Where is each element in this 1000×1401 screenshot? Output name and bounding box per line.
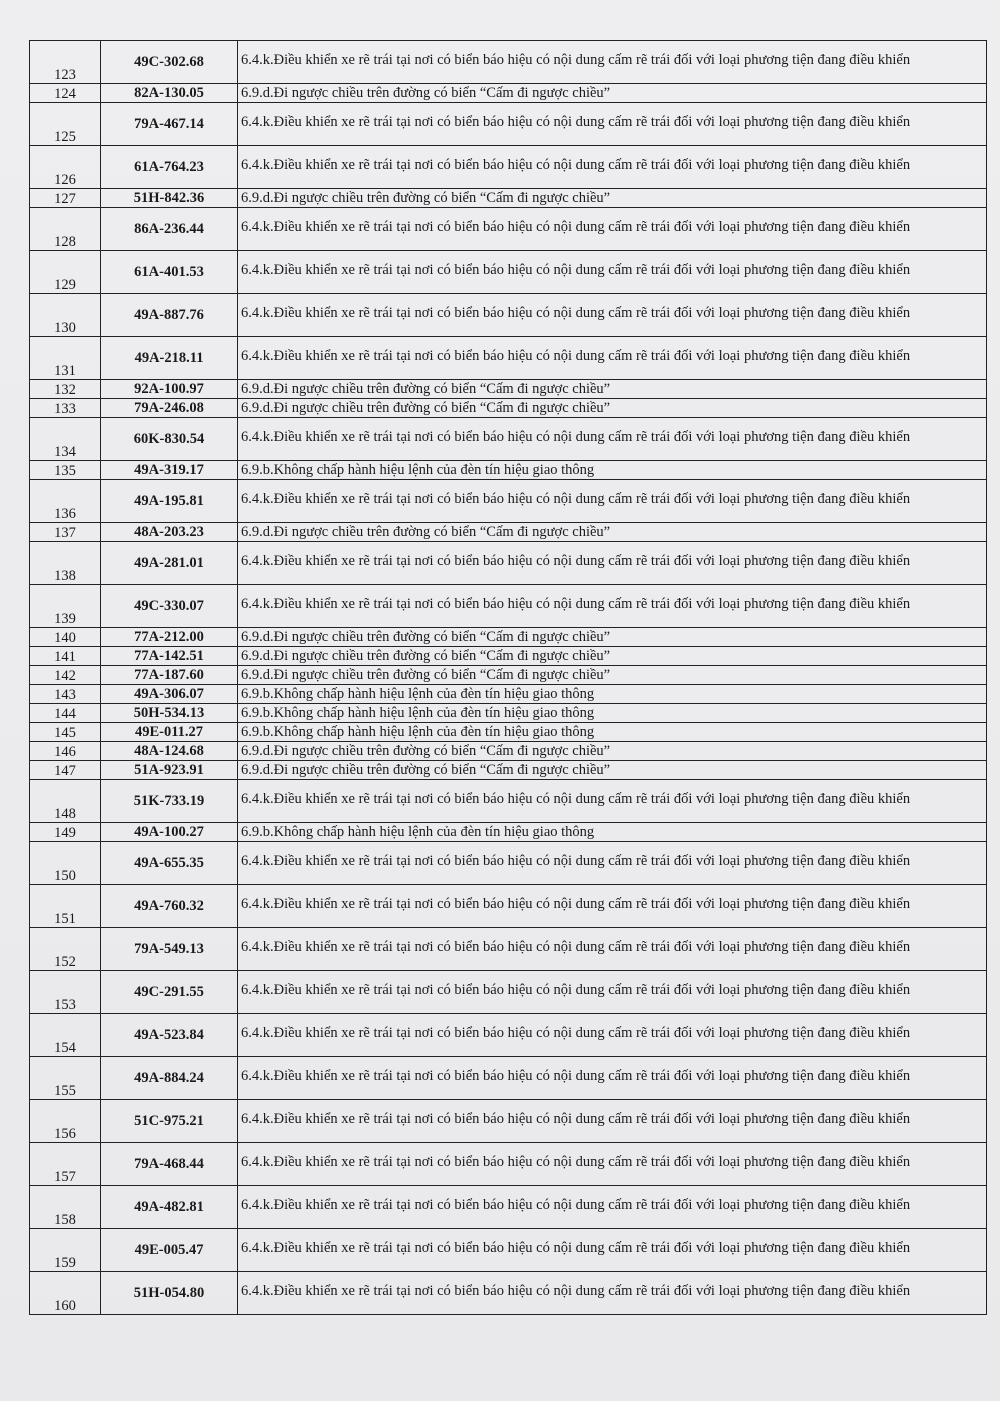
license-plate-cell: 77A-142.51 bbox=[101, 647, 238, 666]
violation-description-cell: 6.9.b.Không chấp hành hiệu lệnh của đèn tín hiệu giao thông bbox=[238, 704, 987, 723]
row-number-cell: 159 bbox=[30, 1229, 101, 1272]
violation-description-cell: 6.9.b.Không chấp hành hiệu lệnh của đèn tín hiệu giao thông bbox=[238, 723, 987, 742]
violation-description-cell: 6.9.b.Không chấp hành hiệu lệnh của đèn tín hiệu giao thông bbox=[238, 685, 987, 704]
row-number-cell: 137 bbox=[30, 523, 101, 542]
violation-description-cell: 6.4.k.Điều khiển xe rẽ trái tại nơi có biển báo hiệu có nội dung cấm rẽ trái đối với loại phương tiện đang điều khiển bbox=[238, 780, 987, 823]
table-row bbox=[30, 971, 987, 1014]
license-plate-cell: 49A-760.32 bbox=[101, 885, 238, 928]
license-plate-cell: 86A-236.44 bbox=[101, 208, 238, 251]
row-number-cell: 155 bbox=[30, 1057, 101, 1100]
row-number-cell: 160 bbox=[30, 1272, 101, 1315]
table-row bbox=[30, 1143, 987, 1186]
license-plate-cell: 49A-482.81 bbox=[101, 1186, 238, 1229]
violation-description-cell: 6.9.d.Đi ngược chiều trên đường có biển “Cấm đi ngược chiều” bbox=[238, 399, 987, 418]
table-row bbox=[30, 1229, 987, 1272]
table-row bbox=[30, 418, 987, 461]
license-plate-cell: 49A-218.11 bbox=[101, 337, 238, 380]
violation-description-cell: 6.9.d.Đi ngược chiều trên đường có biển “Cấm đi ngược chiều” bbox=[238, 742, 987, 761]
license-plate-cell: 49C-330.07 bbox=[101, 585, 238, 628]
license-plate-cell: 49A-100.27 bbox=[101, 823, 238, 842]
table-row bbox=[30, 823, 987, 842]
row-number-cell: 141 bbox=[30, 647, 101, 666]
license-plate-cell: 92A-100.97 bbox=[101, 380, 238, 399]
license-plate-cell: 48A-124.68 bbox=[101, 742, 238, 761]
license-plate-cell: 79A-468.44 bbox=[101, 1143, 238, 1186]
row-number-cell: 138 bbox=[30, 542, 101, 585]
table-row bbox=[30, 103, 987, 146]
table-row bbox=[30, 294, 987, 337]
violation-description-cell: 6.9.d.Đi ngược chiều trên đường có biển “Cấm đi ngược chiều” bbox=[238, 84, 987, 103]
row-number-cell: 153 bbox=[30, 971, 101, 1014]
row-number-cell: 151 bbox=[30, 885, 101, 928]
violation-description-cell: 6.4.k.Điều khiển xe rẽ trái tại nơi có biển báo hiệu có nội dung cấm rẽ trái đối với loại phương tiện đang điều khiển bbox=[238, 1100, 987, 1143]
license-plate-cell: 51A-923.91 bbox=[101, 761, 238, 780]
license-plate-cell: 49C-302.68 bbox=[101, 41, 238, 84]
violation-description-cell: 6.4.k.Điều khiển xe rẽ trái tại nơi có biển báo hiệu có nội dung cấm rẽ trái đối với loại phương tiện đang điều khiển bbox=[238, 1057, 987, 1100]
license-plate-cell: 48A-203.23 bbox=[101, 523, 238, 542]
violations-table bbox=[29, 40, 987, 1315]
row-number-cell: 149 bbox=[30, 823, 101, 842]
license-plate-cell: 49A-655.35 bbox=[101, 842, 238, 885]
license-plate-cell: 49E-005.47 bbox=[101, 1229, 238, 1272]
violation-description-cell: 6.4.k.Điều khiển xe rẽ trái tại nơi có biển báo hiệu có nội dung cấm rẽ trái đối với loại phương tiện đang điều khiển bbox=[238, 885, 987, 928]
license-plate-cell: 77A-187.60 bbox=[101, 666, 238, 685]
table-row bbox=[30, 647, 987, 666]
license-plate-cell: 49A-887.76 bbox=[101, 294, 238, 337]
table-row bbox=[30, 542, 987, 585]
violation-description-cell: 6.9.d.Đi ngược chiều trên đường có biển “Cấm đi ngược chiều” bbox=[238, 380, 987, 399]
violation-description-cell: 6.9.d.Đi ngược chiều trên đường có biển “Cấm đi ngược chiều” bbox=[238, 666, 987, 685]
violation-description-cell: 6.4.k.Điều khiển xe rẽ trái tại nơi có biển báo hiệu có nội dung cấm rẽ trái đối với loại phương tiện đang điều khiển bbox=[238, 1014, 987, 1057]
table-row bbox=[30, 723, 987, 742]
table-row bbox=[30, 666, 987, 685]
row-number-cell: 134 bbox=[30, 418, 101, 461]
violation-description-cell: 6.4.k.Điều khiển xe rẽ trái tại nơi có biển báo hiệu có nội dung cấm rẽ trái đối với loại phương tiện đang điều khiển bbox=[238, 1272, 987, 1315]
violation-description-cell: 6.4.k.Điều khiển xe rẽ trái tại nơi có biển báo hiệu có nội dung cấm rẽ trái đối với loại phương tiện đang điều khiển bbox=[238, 928, 987, 971]
table-row bbox=[30, 523, 987, 542]
table-row bbox=[30, 842, 987, 885]
row-number-cell: 133 bbox=[30, 399, 101, 418]
violation-description-cell: 6.9.d.Đi ngược chiều trên đường có biển “Cấm đi ngược chiều” bbox=[238, 628, 987, 647]
violation-description-cell: 6.4.k.Điều khiển xe rẽ trái tại nơi có biển báo hiệu có nội dung cấm rẽ trái đối với loại phương tiện đang điều khiển bbox=[238, 585, 987, 628]
row-number-cell: 130 bbox=[30, 294, 101, 337]
row-number-cell: 150 bbox=[30, 842, 101, 885]
row-number-cell: 131 bbox=[30, 337, 101, 380]
license-plate-cell: 51C-975.21 bbox=[101, 1100, 238, 1143]
table-row bbox=[30, 928, 987, 971]
row-number-cell: 147 bbox=[30, 761, 101, 780]
table-row bbox=[30, 704, 987, 723]
license-plate-cell: 49A-884.24 bbox=[101, 1057, 238, 1100]
table-row bbox=[30, 1057, 987, 1100]
table-row bbox=[30, 1100, 987, 1143]
row-number-cell: 152 bbox=[30, 928, 101, 971]
license-plate-cell: 82A-130.05 bbox=[101, 84, 238, 103]
row-number-cell: 129 bbox=[30, 251, 101, 294]
row-number-cell: 124 bbox=[30, 84, 101, 103]
violation-description-cell: 6.4.k.Điều khiển xe rẽ trái tại nơi có biển báo hiệu có nội dung cấm rẽ trái đối với loại phương tiện đang điều khiển bbox=[238, 294, 987, 337]
license-plate-cell: 51H-054.80 bbox=[101, 1272, 238, 1315]
violation-description-cell: 6.4.k.Điều khiển xe rẽ trái tại nơi có biển báo hiệu có nội dung cấm rẽ trái đối với loại phương tiện đang điều khiển bbox=[238, 208, 987, 251]
row-number-cell: 123 bbox=[30, 41, 101, 84]
table-row bbox=[30, 480, 987, 523]
row-number-cell: 135 bbox=[30, 461, 101, 480]
table-row bbox=[30, 885, 987, 928]
violations-table-body bbox=[30, 41, 987, 1315]
license-plate-cell: 50H-534.13 bbox=[101, 704, 238, 723]
row-number-cell: 127 bbox=[30, 189, 101, 208]
violation-description-cell: 6.4.k.Điều khiển xe rẽ trái tại nơi có biển báo hiệu có nội dung cấm rẽ trái đối với loại phương tiện đang điều khiển bbox=[238, 418, 987, 461]
license-plate-cell: 79A-467.14 bbox=[101, 103, 238, 146]
row-number-cell: 156 bbox=[30, 1100, 101, 1143]
license-plate-cell: 49A-523.84 bbox=[101, 1014, 238, 1057]
license-plate-cell: 49A-195.81 bbox=[101, 480, 238, 523]
table-row bbox=[30, 146, 987, 189]
row-number-cell: 136 bbox=[30, 480, 101, 523]
license-plate-cell: 61A-401.53 bbox=[101, 251, 238, 294]
license-plate-cell: 49C-291.55 bbox=[101, 971, 238, 1014]
license-plate-cell: 49A-306.07 bbox=[101, 685, 238, 704]
row-number-cell: 142 bbox=[30, 666, 101, 685]
row-number-cell: 139 bbox=[30, 585, 101, 628]
row-number-cell: 154 bbox=[30, 1014, 101, 1057]
table-row bbox=[30, 685, 987, 704]
row-number-cell: 140 bbox=[30, 628, 101, 647]
license-plate-cell: 61A-764.23 bbox=[101, 146, 238, 189]
license-plate-cell: 49E-011.27 bbox=[101, 723, 238, 742]
license-plate-cell: 51H-842.36 bbox=[101, 189, 238, 208]
violation-description-cell: 6.9.b.Không chấp hành hiệu lệnh của đèn tín hiệu giao thông bbox=[238, 823, 987, 842]
license-plate-cell: 77A-212.00 bbox=[101, 628, 238, 647]
violation-description-cell: 6.9.d.Đi ngược chiều trên đường có biển “Cấm đi ngược chiều” bbox=[238, 189, 987, 208]
table-row bbox=[30, 780, 987, 823]
table-row bbox=[30, 461, 987, 480]
violation-description-cell: 6.4.k.Điều khiển xe rẽ trái tại nơi có biển báo hiệu có nội dung cấm rẽ trái đối với loại phương tiện đang điều khiển bbox=[238, 542, 987, 585]
table-row bbox=[30, 251, 987, 294]
table-row bbox=[30, 208, 987, 251]
table-row bbox=[30, 189, 987, 208]
violation-description-cell: 6.9.d.Đi ngược chiều trên đường có biển “Cấm đi ngược chiều” bbox=[238, 523, 987, 542]
violation-description-cell: 6.4.k.Điều khiển xe rẽ trái tại nơi có biển báo hiệu có nội dung cấm rẽ trái đối với loại phương tiện đang điều khiển bbox=[238, 251, 987, 294]
violation-description-cell: 6.4.k.Điều khiển xe rẽ trái tại nơi có biển báo hiệu có nội dung cấm rẽ trái đối với loại phương tiện đang điều khiển bbox=[238, 1186, 987, 1229]
license-plate-cell: 79A-549.13 bbox=[101, 928, 238, 971]
license-plate-cell: 60K-830.54 bbox=[101, 418, 238, 461]
table-row bbox=[30, 585, 987, 628]
row-number-cell: 145 bbox=[30, 723, 101, 742]
violation-description-cell: 6.4.k.Điều khiển xe rẽ trái tại nơi có biển báo hiệu có nội dung cấm rẽ trái đối với loại phương tiện đang điều khiển bbox=[238, 41, 987, 84]
row-number-cell: 157 bbox=[30, 1143, 101, 1186]
violation-description-cell: 6.4.k.Điều khiển xe rẽ trái tại nơi có biển báo hiệu có nội dung cấm rẽ trái đối với loại phương tiện đang điều khiển bbox=[238, 103, 987, 146]
row-number-cell: 143 bbox=[30, 685, 101, 704]
violation-description-cell: 6.4.k.Điều khiển xe rẽ trái tại nơi có biển báo hiệu có nội dung cấm rẽ trái đối với loại phương tiện đang điều khiển bbox=[238, 337, 987, 380]
violation-description-cell: 6.4.k.Điều khiển xe rẽ trái tại nơi có biển báo hiệu có nội dung cấm rẽ trái đối với loại phương tiện đang điều khiển bbox=[238, 1229, 987, 1272]
license-plate-cell: 51K-733.19 bbox=[101, 780, 238, 823]
table-row bbox=[30, 628, 987, 647]
violation-description-cell: 6.4.k.Điều khiển xe rẽ trái tại nơi có biển báo hiệu có nội dung cấm rẽ trái đối với loại phương tiện đang điều khiển bbox=[238, 146, 987, 189]
row-number-cell: 144 bbox=[30, 704, 101, 723]
row-number-cell: 125 bbox=[30, 103, 101, 146]
violation-description-cell: 6.4.k.Điều khiển xe rẽ trái tại nơi có biển báo hiệu có nội dung cấm rẽ trái đối với loại phương tiện đang điều khiển bbox=[238, 842, 987, 885]
row-number-cell: 132 bbox=[30, 380, 101, 399]
table-row bbox=[30, 742, 987, 761]
table-row bbox=[30, 399, 987, 418]
row-number-cell: 126 bbox=[30, 146, 101, 189]
table-row bbox=[30, 1186, 987, 1229]
table-row bbox=[30, 84, 987, 103]
table-row bbox=[30, 1014, 987, 1057]
table-row bbox=[30, 41, 987, 84]
table-row bbox=[30, 380, 987, 399]
violation-description-cell: 6.9.b.Không chấp hành hiệu lệnh của đèn tín hiệu giao thông bbox=[238, 461, 987, 480]
license-plate-cell: 49A-281.01 bbox=[101, 542, 238, 585]
license-plate-cell: 79A-246.08 bbox=[101, 399, 238, 418]
table-row bbox=[30, 1272, 987, 1315]
license-plate-cell: 49A-319.17 bbox=[101, 461, 238, 480]
violation-description-cell: 6.4.k.Điều khiển xe rẽ trái tại nơi có biển báo hiệu có nội dung cấm rẽ trái đối với loại phương tiện đang điều khiển bbox=[238, 971, 987, 1014]
violation-description-cell: 6.9.d.Đi ngược chiều trên đường có biển “Cấm đi ngược chiều” bbox=[238, 761, 987, 780]
violation-description-cell: 6.4.k.Điều khiển xe rẽ trái tại nơi có biển báo hiệu có nội dung cấm rẽ trái đối với loại phương tiện đang điều khiển bbox=[238, 480, 987, 523]
row-number-cell: 146 bbox=[30, 742, 101, 761]
violation-description-cell: 6.4.k.Điều khiển xe rẽ trái tại nơi có biển báo hiệu có nội dung cấm rẽ trái đối với loại phương tiện đang điều khiển bbox=[238, 1143, 987, 1186]
violation-description-cell: 6.9.d.Đi ngược chiều trên đường có biển “Cấm đi ngược chiều” bbox=[238, 647, 987, 666]
row-number-cell: 128 bbox=[30, 208, 101, 251]
row-number-cell: 158 bbox=[30, 1186, 101, 1229]
row-number-cell: 148 bbox=[30, 780, 101, 823]
table-row bbox=[30, 337, 987, 380]
table-row bbox=[30, 761, 987, 780]
